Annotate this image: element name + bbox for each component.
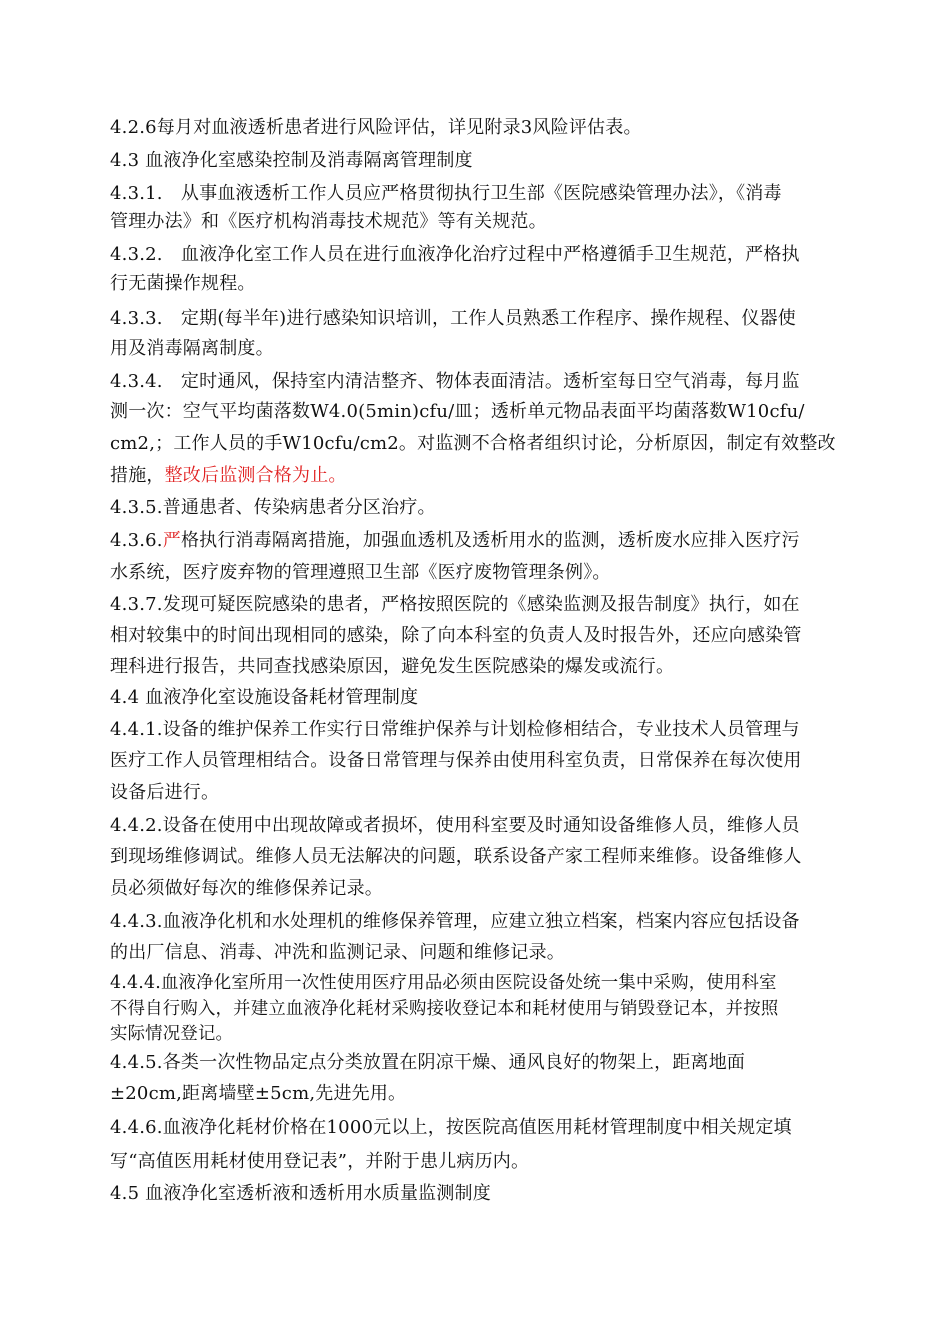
text-line: 理科进行报告，共同查找感染原因，避免发生医院感染的爆发或流行。	[110, 656, 675, 677]
text-line: 4.4.5.各类一次性物品定点分类放置在阴凉干燥、通风良好的物架上，距离地面	[110, 1052, 746, 1073]
text-line: ±20cm,距离墙壁±5cm,先进先用。	[110, 1083, 407, 1104]
section-heading: 4.4 血液净化室设施设备耗材管理制度	[110, 687, 419, 708]
text-line: 医疗工作人员管理相结合。设备日常管理与保养由使用科室负责，日常保养在每次使用	[110, 750, 802, 771]
text-line: 行无菌操作规程。	[110, 273, 256, 294]
text-line: 测一次：空气平均菌落数W4.0(5min)cfu/皿；透析单元物品表面平均菌落数W10cfu/	[110, 401, 805, 422]
text-line: 写“高值医用耗材使用登记表”，并附于患儿病历内。	[110, 1151, 530, 1172]
text-line: 4.3.6.严格执行消毒隔离措施，加强血透机及透析用水的监测，透析废水应排入医疗污	[110, 530, 800, 551]
text-line: 到现场维修调试。维修人员无法解决的问题，联系设备产家工程师来维修。设备维修人	[110, 846, 802, 867]
text-line: 4.3.1. 从事血液透析工作人员应严格贯彻执行卫生部《医院感染管理办法》，《消毒	[110, 183, 782, 204]
text-line: 4.3.4. 定时通风，保持室内清洁整齐、物体表面清洁。透析室每日空气消毒，每月监	[110, 371, 800, 392]
section-heading: 4.3 血液净化室感染控制及消毒隔离管理制度	[110, 150, 473, 171]
highlighted-text: 整改后监测合格为止。	[164, 465, 347, 486]
text-line: 实际情况登记。	[110, 1024, 234, 1044]
text-line: 4.4.6.血液净化耗材价格在1000元以上，按医院高值医用耗材管理制度中相关规定填	[110, 1117, 792, 1138]
text-line: 4.3.7.发现可疑医院感染的患者，严格按照医院的《感染监测及报告制度》执行，如在	[110, 594, 800, 615]
text-line: 用及消毒隔离制度。	[110, 338, 274, 359]
text-line: 管理办法》和《医疗机构消毒技术规范》等有关规范。	[110, 211, 547, 232]
highlighted-text: 严	[162, 530, 181, 551]
text-line: cm2,；工作人员的手W10cfu/cm2。对监测不合格者组织讨论，分析原因，制定有效整改	[110, 433, 836, 454]
text-line: 4.4.3.血液净化机和水处理机的维修保养管理，应建立独立档案，档案内容应包括设备	[110, 911, 800, 932]
text-line: 4.4.4.血液净化室所用一次性使用医疗用品必须由医院设备处统一集中采购，使用科室	[110, 973, 777, 993]
text-line: 4.4.1.设备的维护保养工作实行日常维护保养与计划检修相结合，专业技术人员管理与	[110, 719, 800, 740]
text-line: 设备后进行。	[110, 782, 220, 803]
text-line: 的出厂信息、消毒、冲洗和监测记录、问题和维修记录。	[110, 942, 565, 963]
text-line: 相对较集中的时间出现相同的感染，除了向本科室的负责人及时报告外，还应向感染管	[110, 625, 802, 646]
text-line: 不得自行购入，并建立血液净化耗材采购接收登记本和耗材使用与销毁登记本，并按照	[110, 999, 779, 1019]
text-line: 4.3.5.普通患者、传染病患者分区治疗。	[110, 497, 436, 518]
text-line: 4.3.2. 血液净化室工作人员在进行血液净化治疗过程中严格遵循手卫生规范，严格执	[110, 244, 800, 265]
text-line: 4.2.6每月对血液透析患者进行风险评估，详见附录3风险评估表。	[110, 117, 642, 138]
text-line: 员必须做好每次的维修保养记录。	[110, 878, 383, 899]
text-line: 水系统，医疗废弃物的管理遵照卫生部《医疗废物管理条例》。	[110, 562, 611, 583]
text-line: 措施，整改后监测合格为止。	[110, 465, 347, 486]
section-heading: 4.5 血液净化室透析液和透析用水质量监测制度	[110, 1183, 491, 1204]
text-line: 4.3.3. 定期(每半年)进行感染知识培训，工作人员熟悉工作程序、操作规程、仪器使	[110, 308, 796, 329]
text-line: 4.4.2.设备在使用中出现故障或者损坏，使用科室要及时通知设备维修人员，维修人员	[110, 815, 800, 836]
